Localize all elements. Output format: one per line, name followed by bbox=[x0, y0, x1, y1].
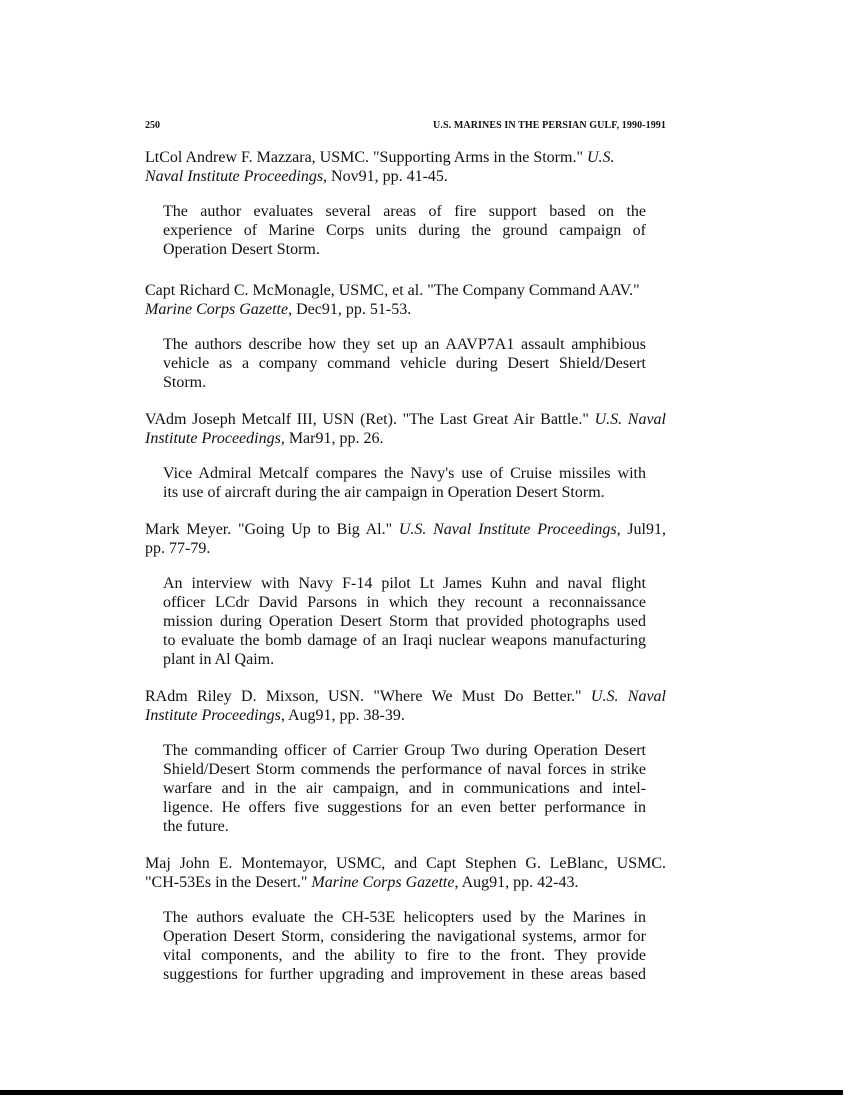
citation-text: "CH-53Es in the Desert." bbox=[145, 874, 312, 891]
annotation bbox=[163, 574, 646, 669]
citation-line bbox=[145, 148, 666, 167]
citation-text: RAdm Riley D. Mixson, USN. "Where We Must Do Better." bbox=[145, 688, 591, 705]
citation-text: , Dec91, pp. 51-53. bbox=[288, 301, 412, 318]
citation bbox=[145, 687, 666, 725]
citation-line bbox=[145, 706, 666, 725]
citation-line bbox=[145, 539, 666, 558]
annotation-line: officer LCdr David Parsons in which they recount a reconnaissance bbox=[163, 594, 646, 611]
annotation bbox=[163, 464, 646, 502]
annotation bbox=[163, 202, 646, 259]
annotation-line: The author evaluates several areas of fire support based on the bbox=[163, 203, 646, 220]
citation-line bbox=[145, 167, 666, 186]
citation-text: , Aug91, pp. 38-39. bbox=[280, 707, 405, 724]
annotation bbox=[163, 741, 646, 836]
annotation-line: Shield/Desert Storm commends the performance of naval forces in strike bbox=[163, 761, 646, 778]
citation-line bbox=[145, 873, 666, 892]
annotation-line: the future. bbox=[163, 818, 229, 835]
journal-title: U.S. Naval bbox=[590, 688, 666, 705]
citation-text: , Aug91, pp. 42-43. bbox=[454, 874, 579, 891]
citation-text: LtCol Andrew F. Mazzara, USMC. "Supporting Arms in the Storm." bbox=[145, 149, 587, 166]
citation-text: pp. 77-79. bbox=[145, 540, 211, 557]
journal-title: U.S. Naval Institute Proceedings bbox=[398, 521, 617, 538]
annotation-line: vital components, and the ability to fire to the front. They provide bbox=[163, 947, 646, 964]
citation bbox=[145, 281, 666, 319]
annotation bbox=[163, 335, 646, 392]
citation-line bbox=[145, 687, 666, 706]
journal-title: Marine Corps Gazette bbox=[145, 301, 289, 318]
bottom-rule bbox=[0, 1090, 843, 1095]
citation-line bbox=[145, 854, 666, 873]
citation-text: , Jul91, bbox=[616, 521, 666, 538]
citation-line bbox=[145, 410, 666, 429]
citation-text: Mark Meyer. "Going Up to Big Al." bbox=[145, 521, 399, 538]
annotation-line: plant in Al Qaim. bbox=[163, 651, 275, 668]
journal-title: Marine Corps Gazette bbox=[311, 874, 455, 891]
annotation-line: Operation Desert Storm, considering the navigational systems, armor for bbox=[163, 928, 646, 945]
running-title: U.S. MARINES IN THE PERSIAN GULF, 1990-1991 bbox=[433, 120, 666, 131]
citation-text: VAdm Joseph Metcalf III, USN (Ret). "The Last Great Air Battle." bbox=[145, 411, 595, 428]
citation bbox=[145, 148, 666, 186]
journal-title: U.S. bbox=[586, 149, 615, 166]
annotation-line: Storm. bbox=[163, 374, 207, 391]
journal-title: Naval Institute Proceedings bbox=[145, 168, 324, 185]
annotation-line: The authors evaluate the CH-53E helicopters used by the Marines in bbox=[163, 909, 646, 926]
annotation-line: suggestions for further upgrading and improvement in these areas based bbox=[163, 966, 646, 983]
page-number: 250 bbox=[145, 120, 160, 131]
annotation-line: Operation Desert Storm. bbox=[163, 241, 320, 258]
citation-line bbox=[145, 281, 666, 300]
citation-line bbox=[145, 429, 666, 448]
journal-title: Institute Proceedings bbox=[145, 707, 281, 724]
annotation-line: Vice Admiral Metcalf compares the Navy's use of Cruise missiles with bbox=[163, 465, 646, 482]
annotation-line: An interview with Navy F-14 pilot Lt James Kuhn and naval flight bbox=[163, 575, 646, 592]
citation-text: Maj John E. Montemayor, USMC, and Capt Stephen G. LeBlanc, USMC. bbox=[145, 855, 666, 872]
journal-title: Institute Proceedings bbox=[145, 430, 281, 447]
citation bbox=[145, 410, 666, 448]
annotation-line: to evaluate the bomb damage of an Iraqi nuclear weapons manufacturing bbox=[163, 632, 646, 649]
journal-title: U.S. Naval bbox=[594, 411, 666, 428]
citation-text: , Mar91, pp. 26. bbox=[280, 430, 384, 447]
citation-text: Capt Richard C. McMonagle, USMC, et al. "The Company Command AAV." bbox=[145, 282, 640, 299]
annotation bbox=[163, 908, 646, 984]
annotation-line: experience of Marine Corps units during the ground campaign of bbox=[163, 222, 646, 239]
annotation-line: its use of aircraft during the air campaign in Operation Desert Storm. bbox=[163, 484, 605, 501]
annotation-line: warfare and in the air campaign, and in communications and intel- bbox=[163, 780, 646, 797]
citation-line bbox=[145, 300, 666, 319]
annotation-line: The authors describe how they set up an AAVP7A1 assault amphibious bbox=[163, 336, 646, 353]
annotation-line: The commanding officer of Carrier Group Two during Operation Desert bbox=[163, 742, 646, 759]
citation-line bbox=[145, 520, 666, 539]
annotation-line: ligence. He offers five suggestions for an even better performance in bbox=[163, 799, 646, 816]
citation bbox=[145, 854, 666, 892]
annotation-line: mission during Operation Desert Storm that provided photographs used bbox=[163, 613, 646, 630]
citation bbox=[145, 520, 666, 558]
annotation-line: vehicle as a company command vehicle during Desert Shield/Desert bbox=[163, 355, 646, 372]
citation-text: , Nov91, pp. 41-45. bbox=[323, 168, 448, 185]
